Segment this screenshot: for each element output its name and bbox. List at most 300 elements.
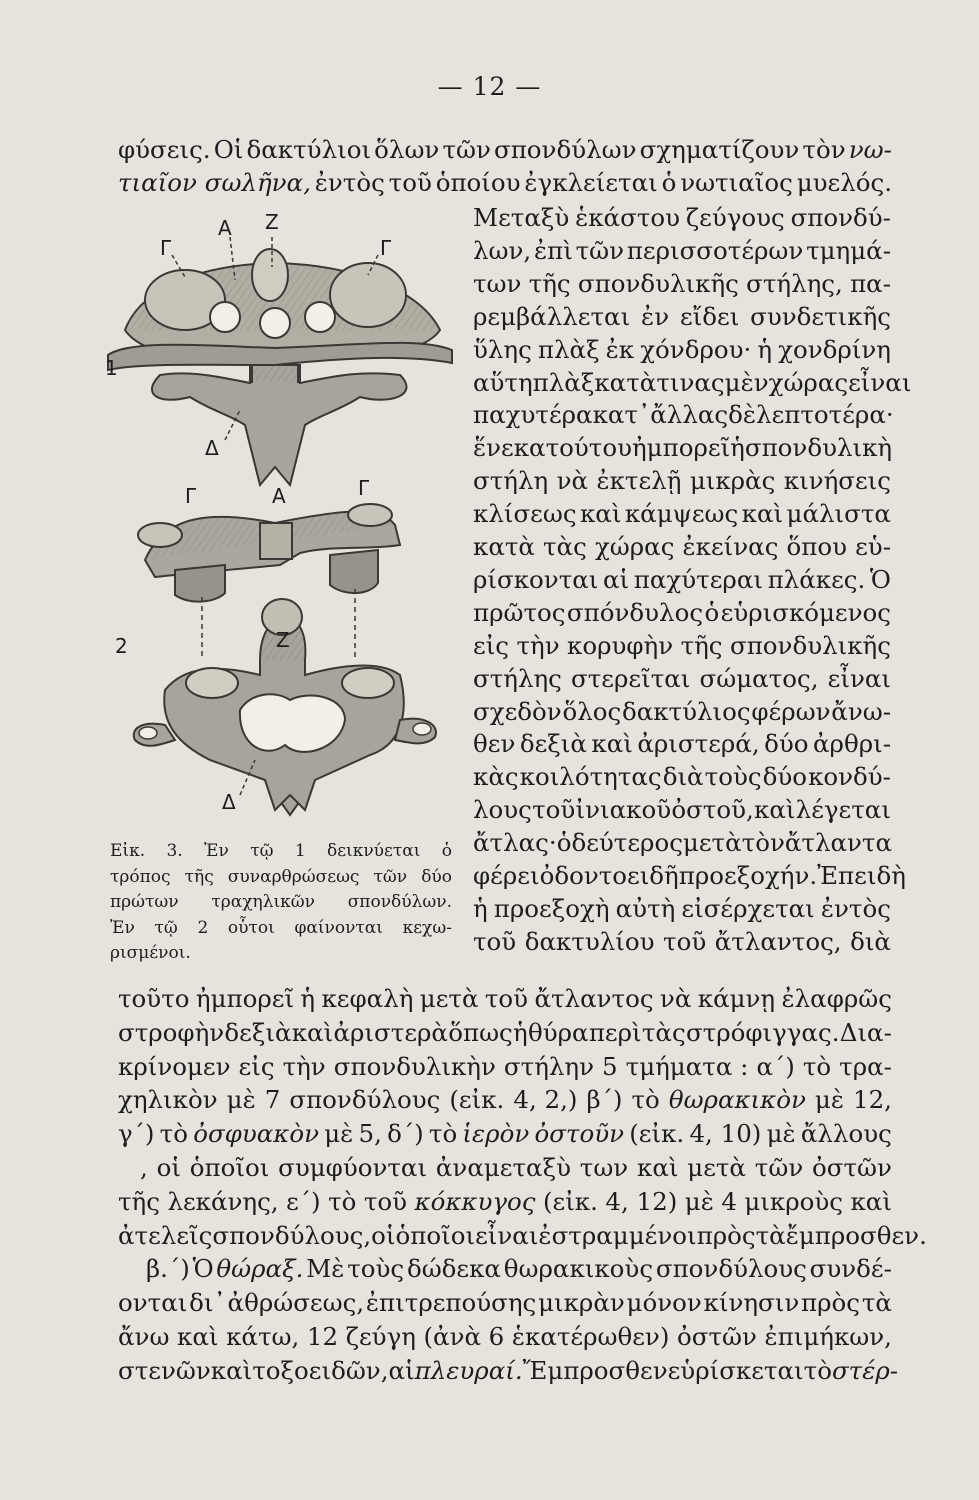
word: οἱ [156,1153,181,1182]
word: 5, [358,1119,382,1149]
word: δι᾽ [189,1288,226,1318]
word: εἶναι [827,663,891,693]
word: 1 [294,841,306,861]
word: β.΄) [146,1254,190,1284]
word: τῆς [118,1186,160,1216]
word: τὴν [282,1051,326,1081]
column-line [473,302,891,332]
word: σπονδυλικὴν [333,1051,496,1081]
word: δεξιὰ [519,729,587,759]
word: ὁ [704,597,720,627]
word: ἀναμεταξὺ [435,1153,571,1182]
word: σπονδύλων. [347,892,452,912]
word: πλὰξ [537,334,600,364]
word: νω- [848,135,892,164]
word: παχυτέρα [473,400,593,430]
column-line [473,828,891,858]
text-line [118,1119,892,1149]
word: ἐντὸς [820,893,891,923]
word: ὀδοντοειδῆ [539,861,679,890]
word: 4, 2,) [513,1085,578,1115]
word: ὅπως [448,1017,513,1047]
word: ὅπου [786,532,848,561]
word: πλευραί. [414,1355,523,1385]
word: μάλιστα [786,499,891,529]
word: οἱ [371,1220,396,1250]
word: δακτύλιοι [246,135,372,164]
word: νὰ [556,466,589,496]
word: τῶν [575,235,625,265]
word: 7 [264,1085,281,1115]
word: ἀριστερὰ [333,1017,448,1047]
word: εὑ- [855,532,891,561]
word: ἀρθρι- [813,729,891,759]
word: σπονδυλικὴ [744,433,893,463]
word: πα- [850,268,891,298]
word: χηλικὸν [118,1085,218,1115]
word: ἐν [641,301,670,331]
word: θώραξ. [216,1254,304,1284]
word: κινήσεις [783,466,891,496]
word: ὁποῖοι [395,1220,476,1250]
word: κάμψεως [624,499,739,529]
word: μετὰ [682,828,742,858]
word: ὅλων [374,135,440,164]
word: ἕνεκα [473,433,546,463]
text-line [118,1018,892,1048]
word: τὸν [741,828,785,858]
word: δακτυλίου [524,926,655,956]
word: σπονδύλων [493,135,637,164]
word: τὸ [802,1051,832,1081]
word: νωτιαῖος [680,168,793,197]
word: τρόπος [110,866,171,887]
word: α΄) [756,1051,795,1081]
word: σπονδύλους [655,1254,807,1284]
text-line [118,1355,899,1386]
word: δεύτερος [571,828,683,858]
word: συνδετικῆς [750,301,891,331]
word: των [473,268,522,298]
word: σχεδὸν [473,696,562,726]
word: τοῦ [473,926,517,956]
label-A-mid: Α [272,484,286,508]
word: σπονδυλικῆς [577,268,739,298]
word: μικροὺς [744,1186,843,1216]
word: ἐπιτρεπούσης [365,1288,537,1318]
word: ἐπὶ [533,235,573,265]
caption-line [110,866,452,889]
column-line [473,729,891,759]
word: καὶ [754,795,796,825]
word: ε΄) [286,1186,321,1216]
column-line [473,236,891,266]
word: τῆς [680,630,723,660]
word: καὶ [591,729,633,759]
word: γ΄) [118,1119,155,1149]
word: εἰς [473,630,510,660]
word: ἐκ [605,334,635,364]
word: μικρὰν [538,1288,625,1318]
word: θωρακικὸν [668,1085,806,1115]
word: ὁποῖοι [189,1153,270,1182]
word: τοῦτο [118,984,190,1013]
word: πρῶτος [473,597,566,627]
word: τὴν [516,630,560,660]
text-line [118,984,892,1014]
word: τούτου [545,433,632,463]
word: αὕτη [473,367,533,397]
word: ἐκτελῇ [596,466,682,496]
caption-line [110,891,452,914]
label-Z-mid: Ζ [276,628,290,652]
word: (εἰκ. [542,1186,598,1216]
word: μὲ [766,1119,796,1149]
label-G-top-right: Γ [380,236,392,260]
word: κρίνομεν [118,1051,231,1081]
word: ὁ [441,841,452,861]
word: ἡ [757,334,773,364]
column-line [473,795,891,825]
word: ἠμπορεῖ [632,433,731,463]
text-line [118,1085,892,1115]
word: θύρα [527,1017,589,1047]
word: ὁποίου [435,168,521,197]
label-D-top: Δ [205,436,219,460]
word: πλὰξ [532,367,595,397]
vertebrae-figure [100,205,460,845]
word: στήλη [473,466,549,496]
word: Οἱ [213,135,244,164]
atlas-axis-illustration [100,205,460,845]
word: εἶναι [475,1220,539,1250]
word: εἰσέρχεται [681,893,815,923]
column-line [473,565,891,595]
text-line [118,1288,892,1318]
word: ἄτλαντα [784,828,893,858]
word: ἱερὸν [462,1119,530,1149]
word: κοιλότητας [519,762,662,792]
word: ἀτελεῖς [118,1220,213,1250]
word: δ΄) [387,1119,424,1149]
column-line [473,269,891,299]
word: σπόνδυλος [566,597,704,627]
word: συνδέ- [809,1254,892,1284]
word: στήλης, [746,268,843,298]
word: μετὰ [687,1153,746,1182]
word: στρόφιγγας. [685,1017,840,1047]
word: προεξοχὴ [493,893,610,923]
word: 2 [197,917,209,938]
word: στήλην [503,1051,594,1081]
word: τὸ [631,1085,660,1115]
label-Z-top: Ζ [265,210,279,234]
text-line [146,1254,892,1284]
label-D-bottom: Δ [222,790,236,814]
word: 4 [721,1186,737,1216]
word: λους [473,795,532,825]
word: χώρας [768,367,849,397]
word: στροφὴν [118,1017,225,1047]
word: στερεῖται [571,663,691,693]
word: τῶν [754,1153,804,1182]
word: μυελός. [796,168,892,197]
word: ἄτλαντος, [714,926,842,956]
word: κάτω, [226,1322,300,1351]
label-one: 1 [105,356,118,380]
word: , [140,1153,148,1182]
word: δώδεκα [406,1254,501,1284]
column-line [473,499,891,529]
word: ἄνω [118,1322,170,1351]
word: αὐτὴ [615,893,676,923]
word: αἱ [388,1355,415,1385]
word: δακτύλιος [621,696,751,726]
word: κόκκυγος [414,1186,536,1216]
column-line [473,598,891,628]
word: ἐκείνας [682,532,779,561]
page-number: — 12 — [437,72,542,101]
word: ονται [118,1288,188,1318]
word: δὲ [728,400,757,430]
word: ὀστοῦ, [671,795,754,825]
word: ζεύγη [345,1322,416,1351]
word: πρὸς [801,1288,861,1318]
word: περὶ [588,1017,642,1047]
word: συναρθρώσεως [227,866,360,887]
word: ἐντὸς [314,168,385,197]
word: ἀριστερά, [637,729,760,759]
column-line [473,466,891,496]
word: τοὺς [347,1254,405,1284]
word: τῷ [250,841,274,861]
word: (ἀνὰ [423,1322,482,1351]
column-line [473,894,891,924]
word: (εἰκ. [629,1119,685,1149]
word: τοῦ [484,984,529,1013]
word: Εἰκ. [110,841,146,861]
text-line [118,1187,892,1217]
word: νὰ [659,984,692,1013]
word: λεπτοτέρα· [756,400,894,430]
word: β΄) [586,1085,623,1115]
word: ζεύγους [685,203,785,232]
word: εἰς [238,1051,275,1081]
word: καὶ [291,1017,334,1047]
word: κάμνῃ [697,984,776,1013]
word: μὲ [226,1085,256,1115]
word: τὰ [755,1220,786,1250]
word: μόνον [626,1288,702,1318]
word: τινας [656,367,725,397]
word: τὰ [861,1288,892,1318]
word: 12 [306,1322,339,1351]
column-line [473,335,891,365]
word: τιαῖον σωλῆνα, [118,168,311,197]
word: ἡ [473,893,488,923]
word: κεφαλὴ [321,984,414,1013]
word: στενῶν [118,1355,211,1385]
word: μὲ [684,1186,714,1216]
word: (εἰκ. [449,1085,505,1115]
word: ἡ [730,433,745,463]
word: τοξοειδῶν, [252,1355,389,1385]
word: τὸ [803,1355,832,1385]
word: σπονδύλους [289,1085,441,1115]
word: ὁ [556,828,572,858]
label-A-top: Α [218,216,232,240]
word: προεξοχήν. [678,861,818,890]
word: φύσεις. [118,135,211,164]
column-line [473,762,891,792]
text-line [118,168,892,198]
word: τῶν [373,866,408,887]
word: ἰνιακοῦ [575,795,672,825]
word: θωρακικοὺς [503,1254,654,1284]
word: εὑρισκόμενος [720,597,891,627]
word: ὀστῶν [812,1153,892,1182]
word: δύο [762,762,808,792]
word: ἔμπροσθεν. [785,1220,927,1250]
word: Μεταξὺ [473,203,570,232]
word: κατὰ [473,532,535,561]
word: κλίσεως [473,499,577,529]
word: μὲ [814,1085,844,1115]
word: ἠμπορεῖ [195,984,295,1013]
word: μικρὰς [689,466,776,496]
word: ἡ [513,1017,528,1047]
word: λων, [473,235,532,265]
word: χόνδρου· [640,334,752,364]
word: Ὁ [192,1254,214,1284]
word: αἱ [603,564,630,594]
word: δύο [764,729,809,759]
word: τῆς [184,866,214,887]
word: τοῦ [363,1186,408,1216]
word: τμημά- [806,235,891,265]
word: καὶ [741,499,784,529]
word: κίνησιν [703,1288,800,1318]
word: των [579,1153,629,1182]
word: ὀστῶν [677,1322,757,1351]
word: ρίσκονται [473,564,599,594]
word: τοῦ [388,168,432,197]
word: τῷ [154,917,178,938]
word: πρὸς [696,1220,756,1250]
word: καὶ [850,1186,892,1216]
word: κεχω- [402,917,452,938]
text-line [118,135,892,165]
word: χώρας [594,532,675,561]
word: κατὰ [594,367,657,397]
word: καὶ [210,1355,253,1385]
word: δεξιὰ [224,1017,292,1047]
word: 3. [166,841,183,861]
word: ἡ [300,984,316,1013]
column-line [473,532,891,562]
word: φαίνονται [294,917,383,938]
word: χονδρίνη [778,334,891,364]
word: στήλης [473,663,562,693]
word: τοὺς [704,762,762,792]
word: 5 [602,1051,618,1081]
word: ὁ [661,168,677,197]
column-line [473,631,891,661]
word: εἶναι [848,367,912,397]
word: μὲ [324,1119,354,1149]
word: καὶ [637,1153,679,1182]
text-line [118,1322,892,1352]
word: ὀσφυακὸν [193,1119,319,1149]
word: εἴδει [679,301,740,331]
word: εὑρίσκεται [667,1355,804,1385]
word: κὰς [473,762,519,792]
column-line [473,861,906,891]
caption-line [110,942,452,965]
word: ἐστραμμένοι [538,1220,697,1250]
word: τμήματα : [625,1051,749,1081]
word: ρεμβάλλεται [473,301,631,331]
word: σπονδυλικῆς [729,630,891,660]
word: ὕλης [473,334,532,364]
word: Ἐπειδὴ [817,861,906,890]
word: τῆς [528,268,571,298]
column-line [473,697,891,727]
word: 4, 12) [605,1186,678,1216]
word: σχηματίζουν [639,135,800,164]
word: ἄλλους [800,1119,892,1149]
word: διὰ [662,762,704,792]
word: σπονδύ- [790,203,891,232]
word: Ἐν [110,917,135,938]
word: ἄτλας· [473,828,557,858]
label-two: 2 [115,634,128,658]
word: πλάκες. [767,564,866,594]
word: μὲν [724,367,769,397]
caption-line [110,917,452,940]
word: ἐγκλείεται [524,168,658,197]
word: Ἐν [204,841,229,861]
word: καὶ [579,499,622,529]
word: κορυφὴν [567,630,674,660]
word: ἀθρώσεως, [227,1288,365,1318]
word: Ἔμπροσθεν [522,1355,668,1385]
column-line [473,927,891,957]
word: τὰς [641,1017,686,1047]
word: φέρων [751,696,831,726]
word: σώματος, [699,663,819,693]
word: διὰ [850,926,891,956]
word: 12, [852,1085,892,1115]
label-G-mid-left: Γ [185,484,197,508]
word: Δια- [839,1017,892,1047]
figure-1-articulated-vertebrae [108,237,452,485]
word: ρισμένοι. [110,943,191,963]
word: δύο [421,866,452,887]
word: τὸ [328,1186,357,1216]
word: τρα- [839,1051,892,1081]
column-line [473,433,891,463]
word: οὗτοι [227,917,275,938]
text-line [140,1153,892,1183]
word: ἄτλαντος [534,984,654,1013]
caption-line [110,840,452,863]
word: ἑκάστου [575,203,681,232]
label-G-top-left: Γ [160,236,172,260]
word: ἐλαφρῶς [781,984,892,1013]
word: ἐπιμήκων, [764,1322,892,1351]
word: τὰς [543,532,587,561]
